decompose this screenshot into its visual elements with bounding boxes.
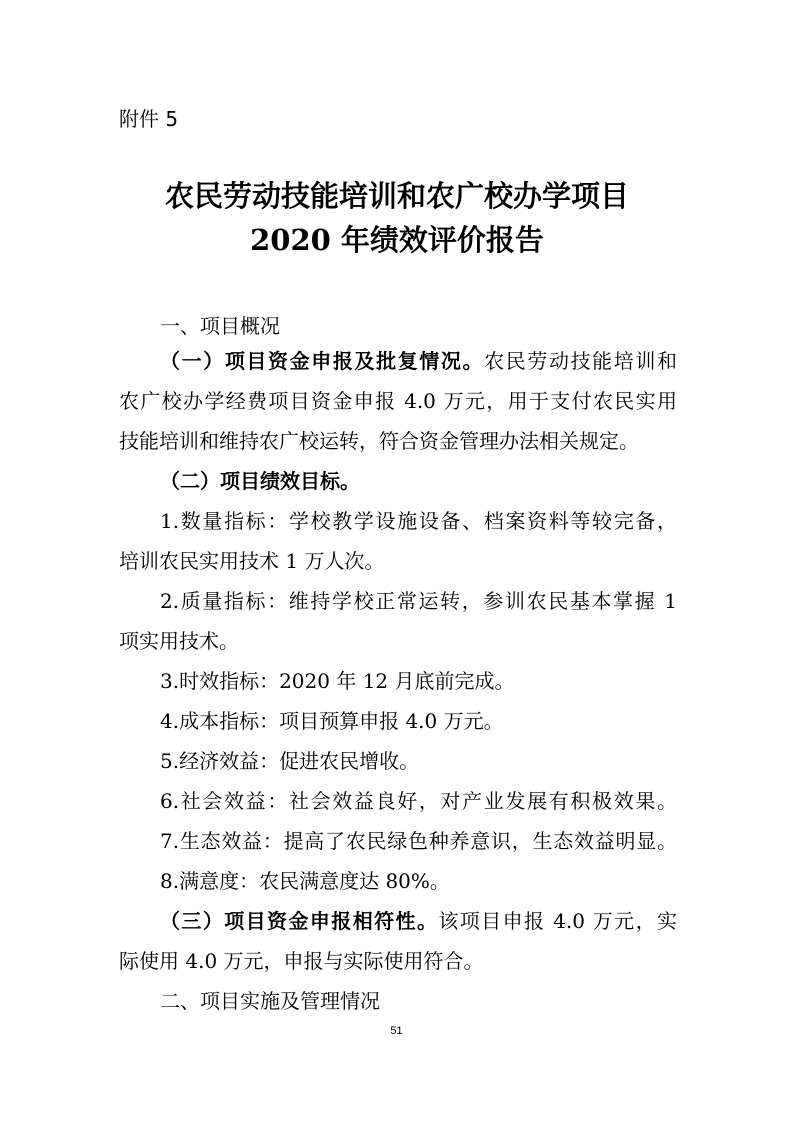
sub3-heading: （三）项目资金申报相符性。 <box>160 909 439 933</box>
goal-item-3: 3.时效指标：2020 年 12 月底前完成。 <box>160 669 515 693</box>
document-title-line-1: 农民劳动技能培训和农广校办学项目 <box>164 179 629 213</box>
sub3-paragraph-line-2: 际使用 4.0 万元，申报与实际使用符合。 <box>119 949 484 973</box>
sub3-paragraph-line-1 <box>160 906 677 936</box>
document-title-line-2: 2020 年绩效评价报告 <box>250 223 544 257</box>
goal-item-1-line-2: 培训农民实用技术 1 万人次。 <box>119 549 385 573</box>
goal-item-8: 8.满意度：农民满意度达 80%。 <box>160 869 450 893</box>
attachment-label: 附件 5 <box>119 107 179 131</box>
section-1-heading: 一、项目概况 <box>160 314 280 338</box>
goal-item-2-line-1: 2.质量指标：维持学校正常运转，参训农民基本掌握 1 <box>160 589 677 613</box>
sub3-text: 该项目申报 4.0 万元，实 <box>438 909 677 933</box>
section-2-heading: 二、项目实施及管理情况 <box>160 989 380 1013</box>
sub1-paragraph-line-2: 农广校办学经费项目资金申报 4.0 万元，用于支付农民实用 <box>119 389 677 413</box>
sub1-paragraph-line-1 <box>160 346 677 376</box>
goal-item-7: 7.生态效益：提高了农民绿色种养意识，生态效益明显。 <box>160 829 677 853</box>
page-number: 51 <box>390 1025 403 1037</box>
sub1-heading: （一）项目资金申报及批复情况。 <box>160 349 485 373</box>
goal-item-6: 6.社会效益：社会效益良好，对产业发展有积极效果。 <box>160 789 677 813</box>
goal-item-2-line-2: 项实用技术。 <box>119 629 239 653</box>
goal-item-1-line-1: 1.数量指标：学校教学设施设备、档案资料等较完备， <box>160 509 677 533</box>
sub1-text: 农民劳动技能培训和 <box>484 349 678 373</box>
goal-item-5: 5.经济效益：促进农民增收。 <box>160 749 420 773</box>
goal-item-4: 4.成本指标：项目预算申报 4.0 万元。 <box>160 709 504 733</box>
sub2-heading: （二）项目绩效目标。 <box>160 469 360 493</box>
sub1-paragraph-line-3: 技能培训和维持农广校运转，符合资金管理办法相关规定。 <box>119 429 639 453</box>
